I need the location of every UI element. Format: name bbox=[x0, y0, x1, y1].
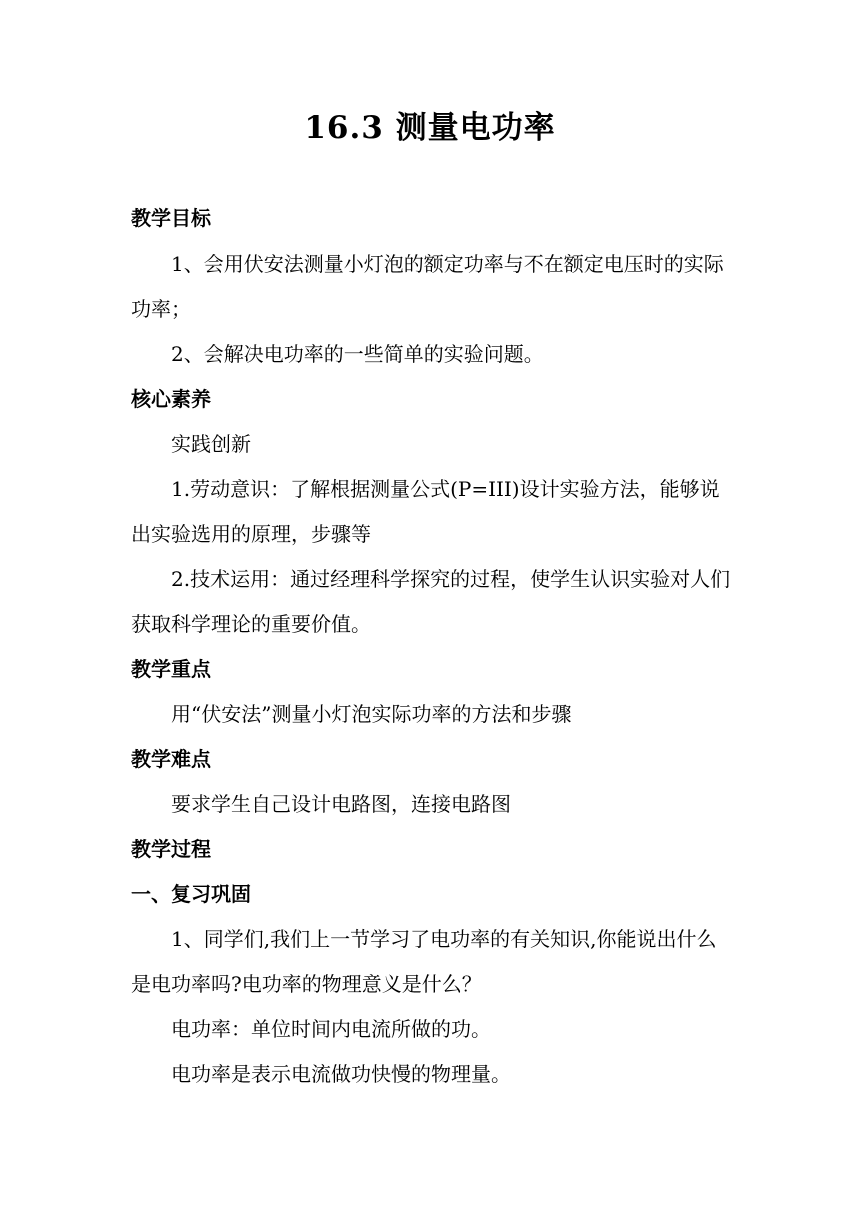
literacy-subheading: 实践创新 bbox=[171, 432, 251, 456]
key-point-text: 用“伏安法”测量小灯泡实际功率的方法和步骤 bbox=[171, 702, 572, 726]
literacy-1-line-2: 出实验选用的原理，步骤等 bbox=[131, 522, 371, 546]
objectives-heading: 教学目标 bbox=[131, 206, 211, 230]
difficulty-text: 要求学生自己设计电路图，连接电路图 bbox=[171, 792, 511, 816]
process-part1-heading: 一、复习巩固 bbox=[131, 882, 251, 906]
process-heading: 教学过程 bbox=[131, 837, 211, 861]
objective-1-line-2: 功率； bbox=[131, 297, 191, 321]
document-title: 16.3 测量电功率 bbox=[304, 110, 556, 146]
process-q1-line-1: 1、同学们,我们上一节学习了电功率的有关知识,你能说出什么 bbox=[171, 927, 717, 951]
objective-1-line-1: 1、会用伏安法测量小灯泡的额定功率与不在额定电压时的实际 bbox=[171, 252, 724, 276]
process-answer-1: 电功率：单位时间内电流所做的功。 bbox=[171, 1017, 491, 1041]
key-point-heading: 教学重点 bbox=[131, 657, 211, 681]
difficulty-heading: 教学难点 bbox=[131, 747, 211, 771]
literacy-1-line-1: 1.劳动意识：了解根据测量公式(P=III)设计实验方法，能够说 bbox=[171, 477, 720, 501]
process-answer-2: 电功率是表示电流做功快慢的物理量。 bbox=[171, 1062, 511, 1086]
objective-2: 2、会解决电功率的一些简单的实验问题。 bbox=[171, 342, 544, 366]
literacy-2-line-1: 2.技术运用：通过经理科学探究的过程，使学生认识实验对人们 bbox=[171, 567, 731, 591]
process-q1-line-2: 是电功率吗?电功率的物理意义是什么？ bbox=[131, 972, 482, 996]
literacy-heading: 核心素养 bbox=[131, 387, 211, 411]
literacy-2-line-2: 获取科学理论的重要价值。 bbox=[131, 612, 371, 636]
